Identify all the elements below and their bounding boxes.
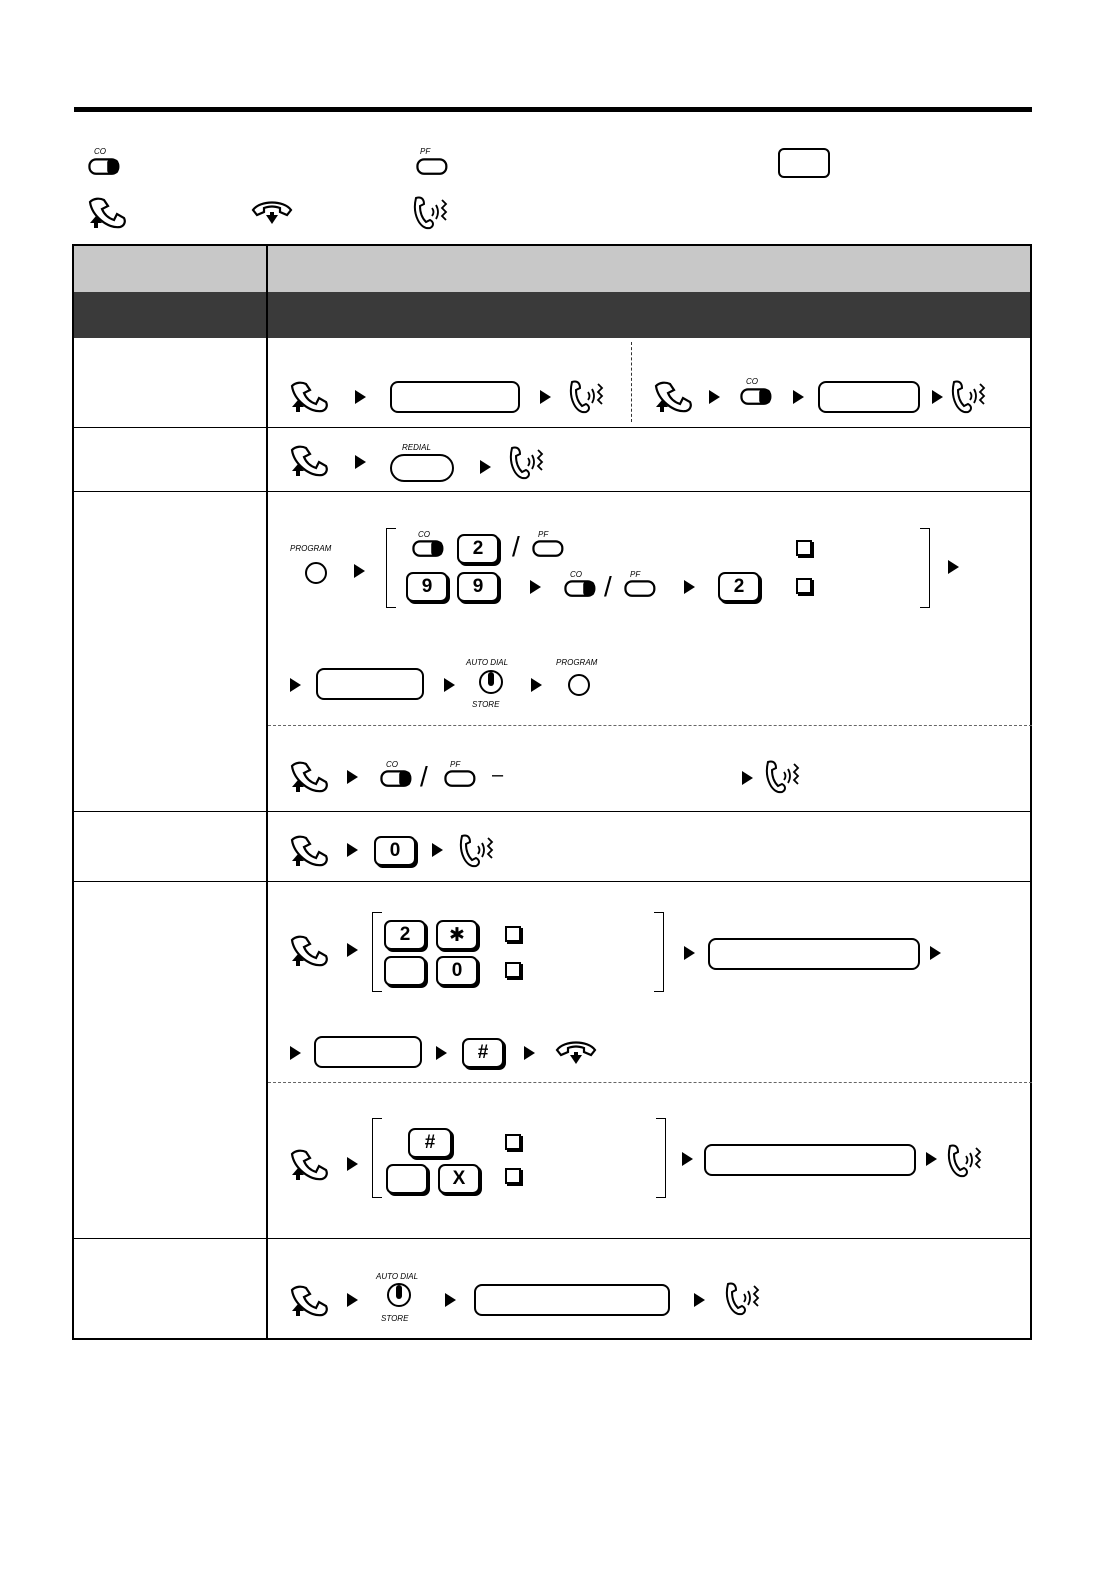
dial-key-0: 0 xyxy=(374,836,416,866)
dial-key-blank xyxy=(384,956,426,986)
co-button-icon xyxy=(88,156,122,176)
redial-button-icon xyxy=(390,454,454,482)
number-entry-box xyxy=(704,1144,916,1176)
step-arrow-icon xyxy=(932,390,943,404)
off-hook-icon xyxy=(288,1148,332,1182)
number-entry-box xyxy=(316,668,424,700)
step-arrow-icon xyxy=(930,946,941,960)
on-hook-icon xyxy=(552,1038,600,1068)
bracket-left xyxy=(372,1118,382,1198)
step-arrow-icon xyxy=(682,1152,693,1166)
step-arrow-icon xyxy=(531,678,542,692)
dash-text: – xyxy=(492,764,504,786)
off-hook-icon xyxy=(288,380,332,414)
step-arrow-icon xyxy=(948,560,959,574)
talk-icon xyxy=(950,378,990,414)
row-divider xyxy=(72,1238,1032,1239)
step-arrow-icon xyxy=(444,678,455,692)
pf-label: PF xyxy=(538,530,549,539)
pf-label: PF xyxy=(420,147,431,156)
pf-button-icon xyxy=(444,768,478,788)
off-hook-icon xyxy=(288,834,332,868)
step-arrow-icon xyxy=(347,943,358,957)
talk-icon xyxy=(946,1142,986,1178)
pf-button-icon xyxy=(416,156,450,176)
program-label: PROGRAM xyxy=(290,544,332,553)
off-hook-icon xyxy=(288,934,332,968)
off-hook-icon xyxy=(652,380,696,414)
step-arrow-icon xyxy=(354,564,365,578)
dial-key-9: 9 xyxy=(457,572,499,602)
row-dashed-divider xyxy=(268,1082,1032,1083)
pf-label: PF xyxy=(630,570,641,579)
option-checkbox xyxy=(796,578,812,594)
auto-dial-store-icon xyxy=(478,669,504,695)
talk-icon xyxy=(568,378,608,414)
co-button-icon xyxy=(740,386,774,406)
number-entry-box xyxy=(474,1284,670,1316)
dial-key-2: 2 xyxy=(718,572,760,602)
step-arrow-icon xyxy=(445,1293,456,1307)
co-label: CO xyxy=(418,530,430,539)
number-entry-box xyxy=(314,1036,422,1068)
bracket-right xyxy=(656,1118,666,1198)
co-label: CO xyxy=(94,147,106,156)
step-arrow-icon xyxy=(347,1157,358,1171)
step-arrow-icon xyxy=(709,390,720,404)
dial-key-0: 0 xyxy=(436,956,478,986)
pf-button-icon xyxy=(624,578,658,598)
step-arrow-icon xyxy=(355,390,366,404)
on-hook-icon xyxy=(248,198,296,228)
step-arrow-icon xyxy=(540,390,551,404)
step-arrow-icon xyxy=(530,580,541,594)
row-divider xyxy=(72,491,1032,492)
step-arrow-icon xyxy=(684,580,695,594)
store-label: STORE xyxy=(472,700,500,709)
step-arrow-icon xyxy=(347,770,358,784)
bracket-left xyxy=(372,912,382,992)
dial-key-2: 2 xyxy=(384,920,426,950)
talk-icon xyxy=(458,832,498,868)
co-button-icon xyxy=(380,768,414,788)
option-checkbox xyxy=(505,962,521,978)
dial-key-9: 9 xyxy=(406,572,448,602)
dial-key-hash: # xyxy=(462,1038,504,1068)
auto-dial-label: AUTO DIAL xyxy=(466,658,509,667)
step-arrow-icon xyxy=(684,946,695,960)
number-entry-box xyxy=(708,938,920,970)
top-rule xyxy=(74,107,1032,112)
talk-icon xyxy=(724,1280,764,1316)
program-button-icon xyxy=(305,562,327,584)
step-arrow-icon xyxy=(926,1152,937,1166)
dial-key-x: X xyxy=(438,1164,480,1194)
auto-dial-store-icon xyxy=(386,1282,412,1308)
co-button-icon xyxy=(412,538,446,558)
step-arrow-icon xyxy=(347,843,358,857)
step-arrow-icon xyxy=(290,1046,301,1060)
off-hook-icon xyxy=(288,1284,332,1318)
option-checkbox xyxy=(505,1168,521,1184)
number-entry-box xyxy=(818,381,920,413)
step-arrow-icon xyxy=(524,1046,535,1060)
row-divider xyxy=(72,427,1032,428)
co-label: CO xyxy=(386,760,398,769)
or-slash: / xyxy=(604,571,612,602)
program-label: PROGRAM xyxy=(556,658,598,667)
row-divider xyxy=(72,881,1032,882)
step-arrow-icon xyxy=(742,771,753,785)
co-label: CO xyxy=(746,377,758,386)
step-arrow-icon xyxy=(694,1293,705,1307)
step-arrow-icon xyxy=(480,460,491,474)
step-arrow-icon xyxy=(432,843,443,857)
redial-label: REDIAL xyxy=(402,443,431,452)
or-slash: / xyxy=(420,761,428,792)
auto-dial-label: AUTO DIAL xyxy=(376,1272,419,1281)
step-arrow-icon xyxy=(793,390,804,404)
alt-divider xyxy=(631,342,632,422)
or-slash: / xyxy=(512,531,520,562)
talk-icon xyxy=(508,444,548,480)
step-arrow-icon xyxy=(290,678,301,692)
pf-button-icon xyxy=(532,538,566,558)
dial-key-star: ✱ xyxy=(436,920,478,950)
step-arrow-icon xyxy=(347,1293,358,1307)
dial-key-2: 2 xyxy=(457,534,499,564)
number-entry-box xyxy=(390,381,520,413)
row-dashed-divider xyxy=(268,725,1032,726)
option-checkbox xyxy=(505,1134,521,1150)
co-button-icon xyxy=(564,578,598,598)
pf-label: PF xyxy=(450,760,461,769)
dial-key-icon xyxy=(778,148,830,178)
row-divider xyxy=(72,811,1032,812)
store-label: STORE xyxy=(381,1314,409,1323)
dial-key-blank xyxy=(386,1164,428,1194)
off-hook-icon xyxy=(288,760,332,794)
program-button-icon xyxy=(568,674,590,696)
column-separator xyxy=(266,244,268,1340)
off-hook-icon xyxy=(288,444,332,478)
step-arrow-icon xyxy=(436,1046,447,1060)
off-hook-icon xyxy=(86,196,130,230)
option-checkbox xyxy=(796,540,812,556)
talk-icon xyxy=(412,194,452,230)
talk-icon xyxy=(764,758,804,794)
bracket-right xyxy=(654,912,664,992)
option-checkbox xyxy=(505,926,521,942)
step-arrow-icon xyxy=(355,455,366,469)
dial-key-hash: # xyxy=(408,1128,452,1158)
co-label: CO xyxy=(570,570,582,579)
bracket-left xyxy=(386,528,396,608)
bracket-right xyxy=(920,528,930,608)
